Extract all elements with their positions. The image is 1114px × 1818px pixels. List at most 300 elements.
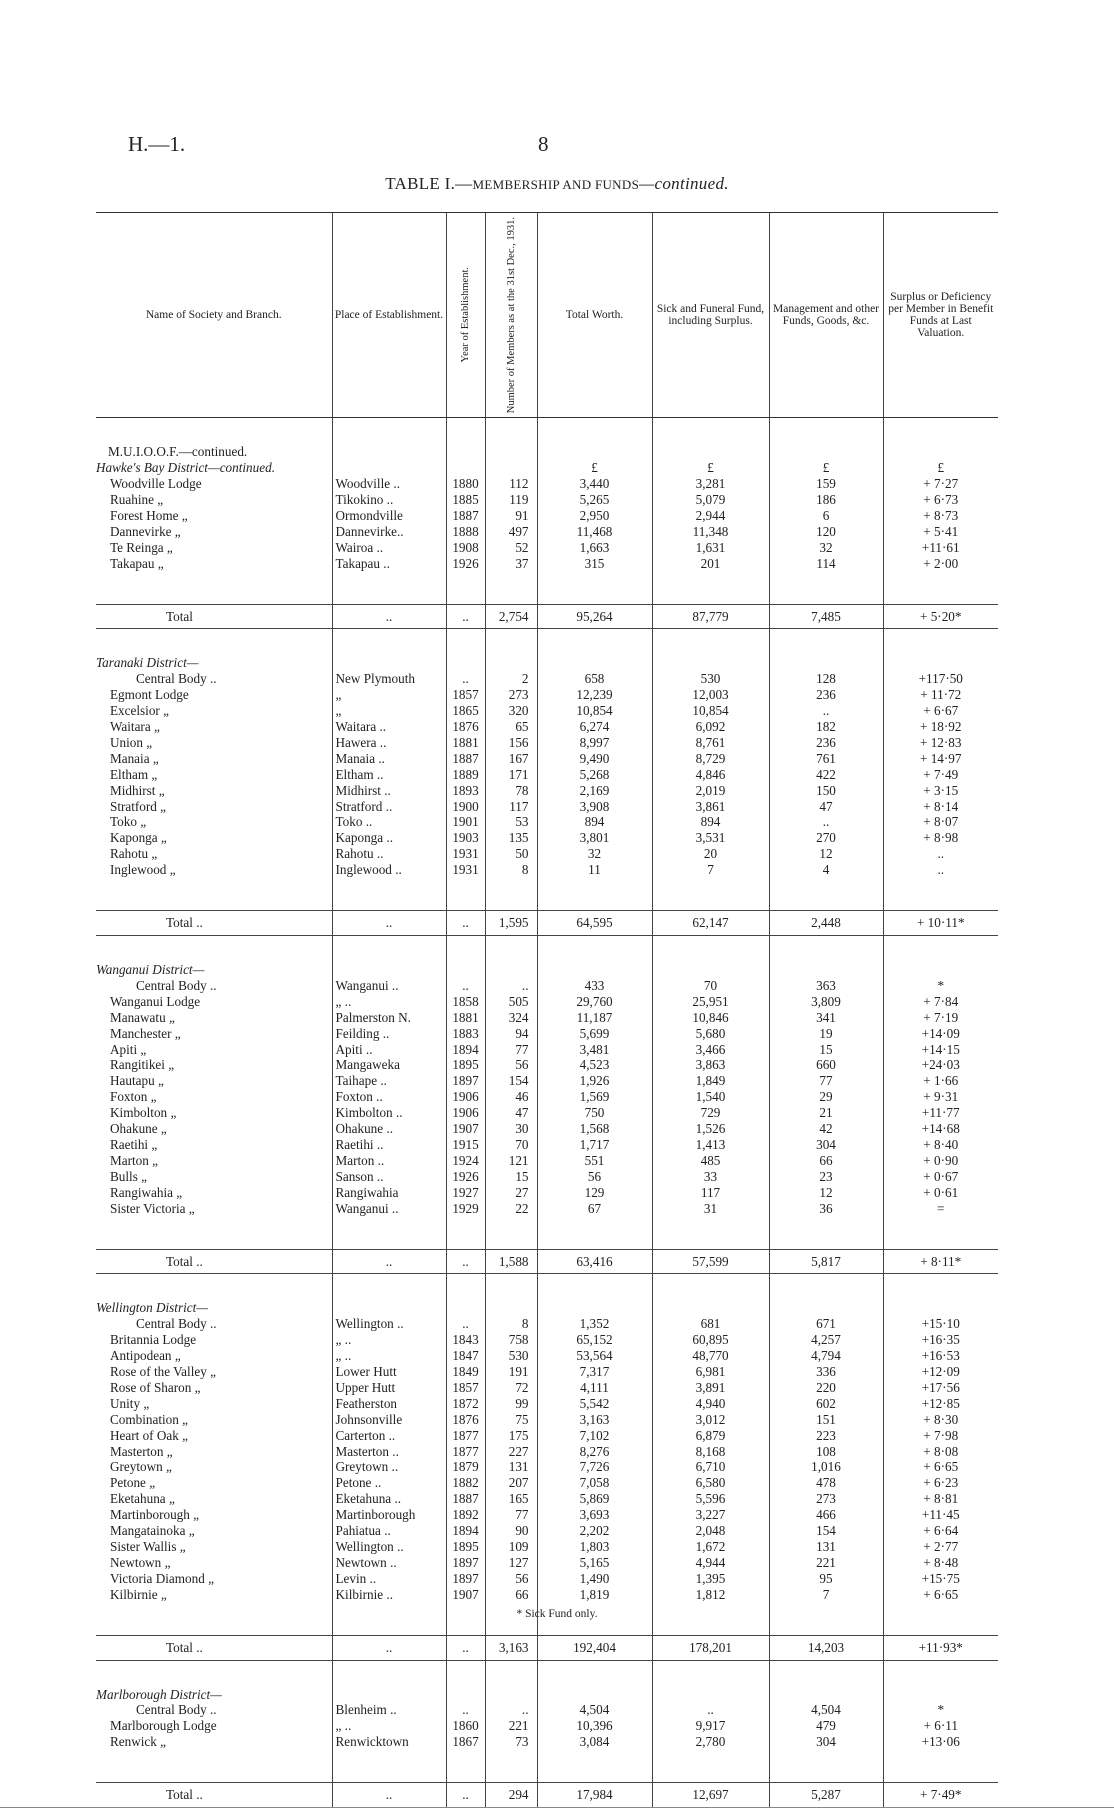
year: 1931	[446, 862, 485, 878]
management-fund: 223	[769, 1428, 883, 1444]
members: 66	[485, 1587, 537, 1603]
surplus-per-member: + 8·14	[883, 799, 998, 815]
place: Petone ..	[332, 1475, 446, 1491]
district-total-row	[96, 1249, 998, 1274]
sick-fund: 4,846	[652, 767, 769, 783]
branch-name: Stratford „	[110, 798, 167, 814]
management-fund: 186	[769, 492, 883, 508]
place: Masterton ..	[332, 1444, 446, 1460]
year: 1924	[446, 1153, 485, 1169]
place: Waitara ..	[332, 719, 446, 735]
members-cell	[485, 1274, 537, 1316]
sick-fund: 3,281	[652, 476, 769, 492]
table-row	[96, 783, 998, 799]
year: 1900	[446, 799, 485, 815]
year: 1926	[446, 1169, 485, 1185]
year: 1895	[446, 1539, 485, 1555]
place: „ ..	[332, 1348, 446, 1364]
col-header-surplus: Surplus or Deficiency per Member in Benefit Funds at Last Valuation.	[883, 213, 998, 418]
members: 207	[485, 1475, 537, 1491]
surplus-per-member: +14·15	[883, 1042, 998, 1058]
surplus-per-member: + 9·31	[883, 1089, 998, 1105]
members: 78	[485, 783, 537, 799]
table-row	[96, 1332, 998, 1348]
total-worth: 2,202	[537, 1523, 652, 1539]
year: 1879	[446, 1459, 485, 1475]
table-row	[96, 1073, 998, 1089]
spacer-cell	[446, 572, 485, 605]
sick-fund: 3,466	[652, 1042, 769, 1058]
table-title-prefix: TABLE I.—	[385, 174, 473, 193]
year-cell	[446, 1274, 485, 1316]
surplus-per-member: +11·77	[883, 1105, 998, 1121]
place: Midhirst ..	[332, 783, 446, 799]
management-fund: 220	[769, 1380, 883, 1396]
currency-symbol: £	[883, 418, 998, 476]
members: 497	[485, 524, 537, 540]
members: 72	[485, 1380, 537, 1396]
management-fund: 42	[769, 1121, 883, 1137]
surplus-per-member: + 8·48	[883, 1555, 998, 1571]
management-fund: 12	[769, 846, 883, 862]
management-fund: 6	[769, 508, 883, 524]
place: Wellington ..	[332, 1539, 446, 1555]
branch-name: Waitara „	[110, 719, 160, 735]
surplus-per-member: + 8·40	[883, 1137, 998, 1153]
total-place: ..	[332, 1783, 446, 1808]
sick-fund: 8,761	[652, 735, 769, 751]
management-fund: 19	[769, 1026, 883, 1042]
surplus-per-member: + 8·73	[883, 508, 998, 524]
surplus-per-member: ..	[883, 862, 998, 878]
branch-name: Rose of Sharon „	[110, 1379, 201, 1395]
total-worth: 2,950	[537, 508, 652, 524]
branch-name: Rahotu „	[110, 846, 158, 862]
year: 1857	[446, 687, 485, 703]
total-worth: 1,663	[537, 540, 652, 556]
surplus-per-member: + 8·08	[883, 1444, 998, 1460]
sick-fund: 5,596	[652, 1491, 769, 1507]
table-row	[96, 1201, 998, 1217]
total-worth: 11	[537, 862, 652, 878]
total-members: 1,595	[485, 911, 537, 936]
surplus-per-member: + 8·30	[883, 1412, 998, 1428]
members: 154	[485, 1073, 537, 1089]
members: 171	[485, 767, 537, 783]
surplus-per-member: + 14·97	[883, 751, 998, 767]
table-row	[96, 1364, 998, 1380]
empty-cell	[769, 1660, 883, 1702]
total-worth: 9,490	[537, 751, 652, 767]
surplus-per-member: + 6·23	[883, 1475, 998, 1491]
members-cell	[485, 629, 537, 671]
sick-fund: 12,003	[652, 687, 769, 703]
spacer-row	[96, 1217, 998, 1250]
sick-fund: 894	[652, 814, 769, 830]
total-year: ..	[446, 1635, 485, 1660]
total-worth: 1,926	[537, 1073, 652, 1089]
sick-fund: 3,012	[652, 1412, 769, 1428]
sick-fund: 20	[652, 846, 769, 862]
total-worth: 6,274	[537, 719, 652, 735]
sick-fund: 7	[652, 862, 769, 878]
members: 530	[485, 1348, 537, 1364]
col-header-year-text: Year of Establishment.	[460, 267, 471, 363]
members: 324	[485, 1010, 537, 1026]
sick-fund: 2,944	[652, 508, 769, 524]
branch-name: Forest Home „	[110, 507, 188, 523]
surplus-per-member: + 8·07	[883, 814, 998, 830]
empty-cell	[652, 936, 769, 978]
year: 1895	[446, 1057, 485, 1073]
year: 1876	[446, 1412, 485, 1428]
total-members: 1,588	[485, 1249, 537, 1274]
surplus-per-member: + 0·61	[883, 1185, 998, 1201]
place: „	[332, 703, 446, 719]
total-worth: 10,396	[537, 1718, 652, 1734]
branch-name: Newtown „	[110, 1554, 171, 1570]
branch-name: Marton „	[110, 1152, 158, 1168]
table-row	[96, 1010, 998, 1026]
sick-fund: 1,812	[652, 1587, 769, 1603]
management-fund: 159	[769, 476, 883, 492]
members: 273	[485, 687, 537, 703]
members: 53	[485, 814, 537, 830]
year: 1887	[446, 508, 485, 524]
surplus-per-member: +15·10	[883, 1316, 998, 1332]
year: 1907	[446, 1587, 485, 1603]
year: 1892	[446, 1507, 485, 1523]
surplus-per-member: +14·09	[883, 1026, 998, 1042]
table-title	[0, 174, 1114, 194]
place: Mangaweka	[332, 1057, 446, 1073]
year: 1906	[446, 1089, 485, 1105]
table-row	[96, 1587, 998, 1603]
total-worth-sum: 95,264	[537, 604, 652, 629]
total-worth: 1,352	[537, 1316, 652, 1332]
spacer-row	[96, 1750, 998, 1783]
table-header-row	[96, 213, 998, 418]
members: 56	[485, 1571, 537, 1587]
year: 1931	[446, 846, 485, 862]
year-cell	[446, 936, 485, 978]
year: 1876	[446, 719, 485, 735]
total-worth: 5,699	[537, 1026, 652, 1042]
place: Hawera ..	[332, 735, 446, 751]
place: Blenheim ..	[332, 1702, 446, 1718]
total-worth: 2,169	[537, 783, 652, 799]
place: Ormondville	[332, 508, 446, 524]
members: 46	[485, 1089, 537, 1105]
total-worth: 3,163	[537, 1412, 652, 1428]
total-worth: 32	[537, 846, 652, 862]
year: 1867	[446, 1734, 485, 1750]
total-worth: 12,239	[537, 687, 652, 703]
members: 77	[485, 1507, 537, 1523]
total-surplus: + 7·49*	[883, 1783, 998, 1808]
table-row	[96, 508, 998, 524]
management-fund: 23	[769, 1169, 883, 1185]
total-worth: 3,440	[537, 476, 652, 492]
members-cell	[485, 936, 537, 978]
table-row	[96, 1702, 998, 1718]
total-management: 7,485	[769, 604, 883, 629]
year: 1927	[446, 1185, 485, 1201]
year: 1901	[446, 814, 485, 830]
place: Rangiwahia	[332, 1185, 446, 1201]
total-worth: 4,111	[537, 1380, 652, 1396]
year: 1897	[446, 1555, 485, 1571]
place: Manaia ..	[332, 751, 446, 767]
sick-fund: 1,540	[652, 1089, 769, 1105]
table-row	[96, 1459, 998, 1475]
management-fund: 12	[769, 1185, 883, 1201]
management-fund: 128	[769, 671, 883, 687]
place-cell	[332, 1274, 446, 1316]
surplus-per-member: + 6·65	[883, 1459, 998, 1475]
total-worth: 5,165	[537, 1555, 652, 1571]
district-title: Wellington District—	[96, 1300, 208, 1316]
management-fund: 15	[769, 1042, 883, 1058]
table-row	[96, 1185, 998, 1201]
year: 1843	[446, 1332, 485, 1348]
total-worth: 29,760	[537, 994, 652, 1010]
year: 1897	[446, 1073, 485, 1089]
members: 156	[485, 735, 537, 751]
sick-fund: ..	[652, 1702, 769, 1718]
currency-symbol: £	[652, 418, 769, 476]
place: Inglewood ..	[332, 862, 446, 878]
total-worth: 67	[537, 1201, 652, 1217]
total-place: ..	[332, 911, 446, 936]
empty-cell	[769, 1274, 883, 1316]
place: Wanganui ..	[332, 978, 446, 994]
surplus-per-member: + 2·00	[883, 556, 998, 572]
members: 165	[485, 1491, 537, 1507]
management-fund: 36	[769, 1201, 883, 1217]
surplus-per-member: + 18·92	[883, 719, 998, 735]
members: 167	[485, 751, 537, 767]
total-worth: 11,468	[537, 524, 652, 540]
empty-cell	[652, 1274, 769, 1316]
members: 70	[485, 1137, 537, 1153]
branch-name: Toko „	[110, 814, 147, 830]
branch-name: Excelsior „	[110, 703, 169, 719]
surplus-per-member: + 1·66	[883, 1073, 998, 1089]
table-row	[96, 1380, 998, 1396]
spacer-cell	[332, 1217, 446, 1250]
table-row	[96, 735, 998, 751]
district-title-cell	[96, 418, 332, 476]
spacer-cell	[769, 1217, 883, 1250]
branch-name: Sister Victoria „	[110, 1200, 195, 1216]
surplus-per-member: + 7·19	[883, 1010, 998, 1026]
total-label: Total	[96, 604, 332, 629]
empty-cell	[652, 1660, 769, 1702]
table-row	[96, 1412, 998, 1428]
year: 1906	[446, 1105, 485, 1121]
table-row	[96, 814, 998, 830]
branch-name: Central Body ..	[136, 977, 217, 993]
year: ..	[446, 671, 485, 687]
branch-name: Mangatainoka „	[110, 1523, 195, 1539]
members: 227	[485, 1444, 537, 1460]
total-sick-fund: 57,599	[652, 1249, 769, 1274]
management-fund: 270	[769, 830, 883, 846]
branch-name: Kimbolton „	[110, 1105, 177, 1121]
spacer-cell	[96, 878, 332, 911]
branch-name: Kaponga „	[110, 830, 167, 846]
total-worth: 1,717	[537, 1137, 652, 1153]
management-fund: 660	[769, 1057, 883, 1073]
total-worth: 3,908	[537, 799, 652, 815]
empty-cell	[537, 1660, 652, 1702]
spacer-cell	[652, 572, 769, 605]
year: 1894	[446, 1523, 485, 1539]
sick-fund: 10,854	[652, 703, 769, 719]
place: Kilbirnie ..	[332, 1587, 446, 1603]
branch-name: Egmont Lodge	[110, 687, 189, 703]
spacer-cell	[537, 878, 652, 911]
total-worth-sum: 63,416	[537, 1249, 652, 1274]
total-worth: 658	[537, 671, 652, 687]
members: 758	[485, 1332, 537, 1348]
total-surplus: + 10·11*	[883, 911, 998, 936]
management-fund: 95	[769, 1571, 883, 1587]
table-row	[96, 1475, 998, 1491]
members: 77	[485, 1042, 537, 1058]
surplus-per-member: + 6·64	[883, 1523, 998, 1539]
table-row	[96, 556, 998, 572]
place: Toko ..	[332, 814, 446, 830]
sick-fund: 60,895	[652, 1332, 769, 1348]
district-title-cell	[96, 936, 332, 978]
management-fund: 32	[769, 540, 883, 556]
branch-name: Union „	[110, 734, 153, 750]
empty-cell	[883, 629, 998, 671]
management-fund: 4,794	[769, 1348, 883, 1364]
branch-name: Te Reinga „	[110, 539, 173, 555]
members: 8	[485, 862, 537, 878]
place: Rahotu ..	[332, 846, 446, 862]
table-row	[96, 978, 998, 994]
branch-name: Central Body ..	[136, 1702, 217, 1718]
table-row	[96, 1316, 998, 1332]
table-row	[96, 476, 998, 492]
spacer-cell	[652, 878, 769, 911]
branch-name: Rangiwahia „	[110, 1184, 183, 1200]
total-worth: 5,265	[537, 492, 652, 508]
total-worth: 1,568	[537, 1121, 652, 1137]
place: Eltham ..	[332, 767, 446, 783]
total-label: Total ..	[96, 1249, 332, 1274]
col-header-total-worth: Total Worth.	[537, 213, 652, 418]
col-header-members	[485, 213, 537, 418]
place: Renwicktown	[332, 1734, 446, 1750]
total-worth: 1,803	[537, 1539, 652, 1555]
branch-name: Inglewood „	[110, 862, 176, 878]
total-worth: 3,801	[537, 830, 652, 846]
members: 2	[485, 671, 537, 687]
empty-cell	[883, 1274, 998, 1316]
spacer-cell	[537, 1217, 652, 1250]
total-label: Total ..	[96, 1635, 332, 1660]
place: Newtown ..	[332, 1555, 446, 1571]
district-title-row	[96, 1274, 998, 1316]
surplus-per-member: + 12·83	[883, 735, 998, 751]
members: 135	[485, 830, 537, 846]
total-place: ..	[332, 1635, 446, 1660]
empty-cell	[883, 936, 998, 978]
members: 191	[485, 1364, 537, 1380]
district-title-row	[96, 936, 998, 978]
place: Kaponga ..	[332, 830, 446, 846]
table-row	[96, 862, 998, 878]
surplus-per-member: + 7·27	[883, 476, 998, 492]
spacer-row	[96, 572, 998, 605]
surplus-per-member: =	[883, 1201, 998, 1217]
society-heading: M.U.I.O.O.F.—continued.	[108, 444, 248, 460]
branch-name: Unity „	[110, 1395, 150, 1411]
district-title: Wanganui District—	[96, 962, 205, 977]
branch-name: Foxton „	[110, 1089, 157, 1105]
district-total-row	[96, 604, 998, 629]
table-row	[96, 1507, 998, 1523]
table-row	[96, 1121, 998, 1137]
sick-fund: 1,413	[652, 1137, 769, 1153]
footnote: * Sick Fund only.	[516, 1608, 598, 1620]
management-fund: 77	[769, 1073, 883, 1089]
table-row	[96, 1057, 998, 1073]
branch-name: Martinborough „	[110, 1507, 199, 1523]
place: New Plymouth	[332, 671, 446, 687]
sick-fund: 8,729	[652, 751, 769, 767]
place: Woodville ..	[332, 476, 446, 492]
place-cell	[332, 936, 446, 978]
place-cell	[332, 1660, 446, 1702]
branch-name: Manaia „	[110, 750, 159, 766]
spacer-cell	[883, 1750, 998, 1783]
table-row	[96, 751, 998, 767]
sick-fund: 2,019	[652, 783, 769, 799]
empty-cell	[537, 1274, 652, 1316]
spacer-cell	[96, 1750, 332, 1783]
report-code: H.—1.	[128, 132, 186, 156]
sick-fund: 8,168	[652, 1444, 769, 1460]
branch-name: Hautapu „	[110, 1073, 164, 1089]
place: Taihape ..	[332, 1073, 446, 1089]
year: 1880	[446, 476, 485, 492]
total-worth: 4,523	[537, 1057, 652, 1073]
management-fund: 671	[769, 1316, 883, 1332]
spacer-cell	[485, 1217, 537, 1250]
branch-name: Antipodean „	[110, 1348, 181, 1364]
management-fund: 466	[769, 1507, 883, 1523]
members: 127	[485, 1555, 537, 1571]
total-worth: 8,997	[537, 735, 652, 751]
year: 1877	[446, 1428, 485, 1444]
total-members: 3,163	[485, 1635, 537, 1660]
surplus-per-member: + 3·15	[883, 783, 998, 799]
members: 94	[485, 1026, 537, 1042]
total-surplus: + 8·11*	[883, 1249, 998, 1274]
currency-symbol: £	[537, 418, 652, 476]
place: Ohakune ..	[332, 1121, 446, 1137]
col-header-place: Place of Establishment.	[332, 213, 446, 418]
col-header-members-text: Number of Members as at the 31st Dec., 1931.	[505, 217, 517, 414]
table-row	[96, 719, 998, 735]
total-members: 294	[485, 1783, 537, 1808]
